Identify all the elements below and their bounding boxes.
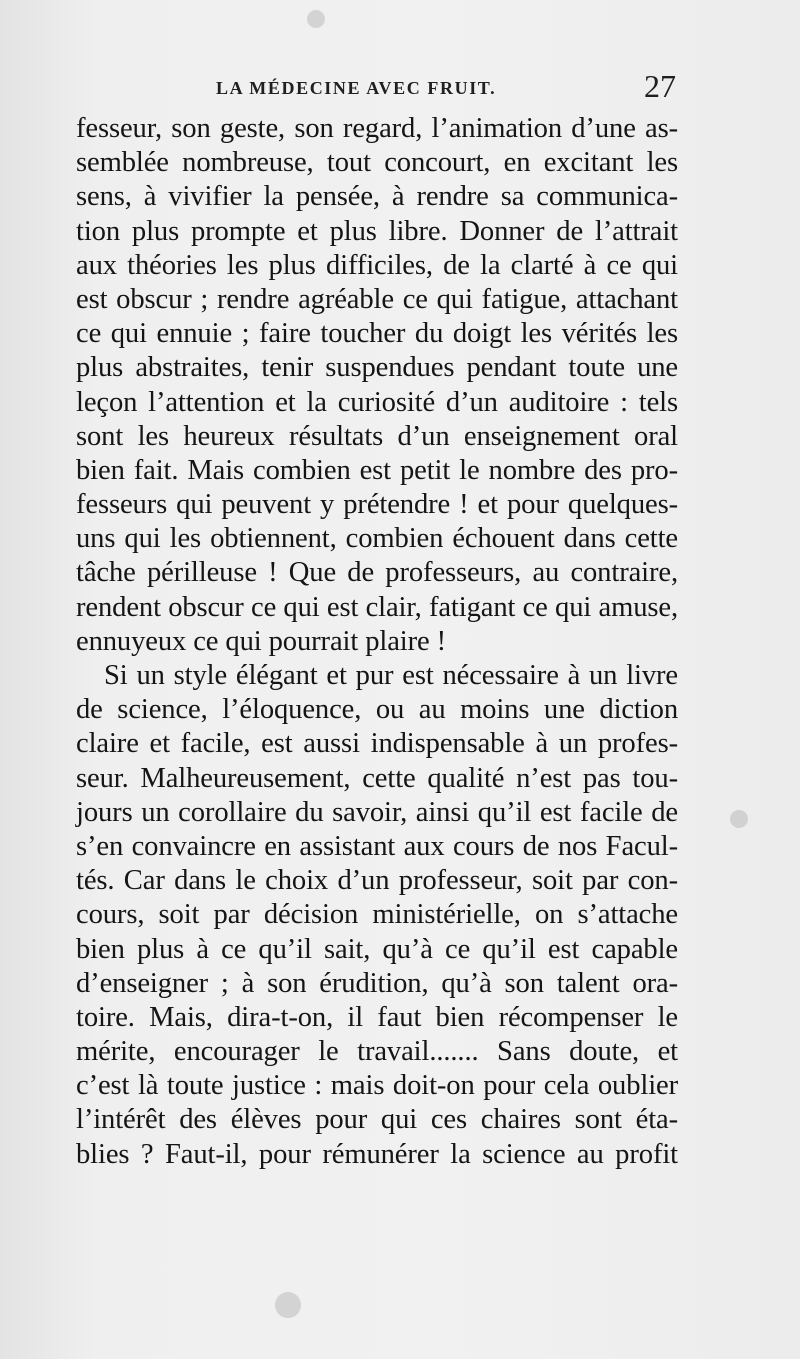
text-line-4: tion plus prompte et plus libre. Donner de l’attrait xyxy=(76,215,678,247)
ink-spot-right xyxy=(730,810,748,828)
text-line-14: tâche périlleuse ! Que de professeurs, au contraire, xyxy=(76,557,678,589)
text-line-30: l’intérêt des élèves pour qui ces chaires sont éta- xyxy=(76,1104,678,1136)
text-line-31: blies ? Faut-il, pour rémunérer la science au profit xyxy=(76,1138,678,1170)
text-line-29: c’est là toute justice : mais doit-on pour cela oublier xyxy=(76,1070,678,1102)
text-line-10: sont les heureux résultats d’un enseignement oral xyxy=(76,420,678,452)
text-line-6: est obscur ; rendre agréable ce qui fatigue, attachant xyxy=(76,283,678,315)
text-line-17: Si un style élégant et pur est nécessaire à un livre xyxy=(104,660,678,691)
text-line-22: s’en convaincre en assistant aux cours de nos Facul- xyxy=(76,830,678,862)
ink-spot-bottom xyxy=(275,1292,301,1318)
text-line-27: toire. Mais, dira-t-on, il faut bien récompenser le xyxy=(76,1001,678,1033)
text-line-8: plus abstraites, tenir suspendues pendant toute une xyxy=(76,352,678,384)
text-line-23: tés. Car dans le choix d’un professeur, soit par con- xyxy=(76,865,678,897)
text-line-13: uns qui les obtiennent, combien échouent dans cette xyxy=(76,523,678,555)
text-line-12: fesseurs qui peuvent y prétendre ! et pour quelques- xyxy=(76,489,678,521)
text-line-16: ennuyeux ce qui pourrait plaire ! xyxy=(76,625,446,657)
text-line-7: ce qui ennuie ; faire toucher du doigt les vérités les xyxy=(76,318,678,350)
text-line-28: mérite, encourager le travail....... Sans doute, et xyxy=(76,1036,678,1068)
text-line-26: d’enseigner ; à son érudition, qu’à son talent ora- xyxy=(76,967,678,999)
text-line-24: cours, soit par décision ministérielle, on s’attache xyxy=(76,899,678,931)
text-line-25: bien plus à ce qu’il sait, qu’à ce qu’il est capable xyxy=(76,933,678,965)
text-line-11: bien fait. Mais combien est petit le nombre des pro- xyxy=(76,454,678,486)
text-line-15: rendent obscur ce qui est clair, fatigant ce qui amuse, xyxy=(76,591,678,623)
text-line-19: claire et facile, est aussi indispensable à un profes- xyxy=(76,728,678,760)
running-title: LA MÉDECINE AVEC FRUIT. xyxy=(216,78,497,98)
text-line-9: leçon l’attention et la curiosité d’un auditoire : tels xyxy=(76,386,678,418)
page-number: 27 xyxy=(644,68,676,104)
text-line-3: sens, à vivifier la pensée, à rendre sa communica- xyxy=(76,181,678,213)
text-line-5: aux théories les plus difficiles, de la clarté à ce qui xyxy=(76,249,678,281)
text-line-1: fesseur, son geste, son regard, l’animation d’une as- xyxy=(76,113,678,144)
text-line-2: semblée nombreuse, tout concourt, en excitant les xyxy=(76,147,678,179)
body-text xyxy=(76,112,678,1172)
text-line-20: seur. Malheureusement, cette qualité n’est pas tou- xyxy=(76,762,678,794)
running-header xyxy=(76,68,676,106)
ink-spot-top xyxy=(307,10,325,28)
text-line-18: de science, l’éloquence, ou au moins une diction xyxy=(76,694,678,726)
text-line-21: jours un corollaire du savoir, ainsi qu’il est facile de xyxy=(76,796,678,828)
